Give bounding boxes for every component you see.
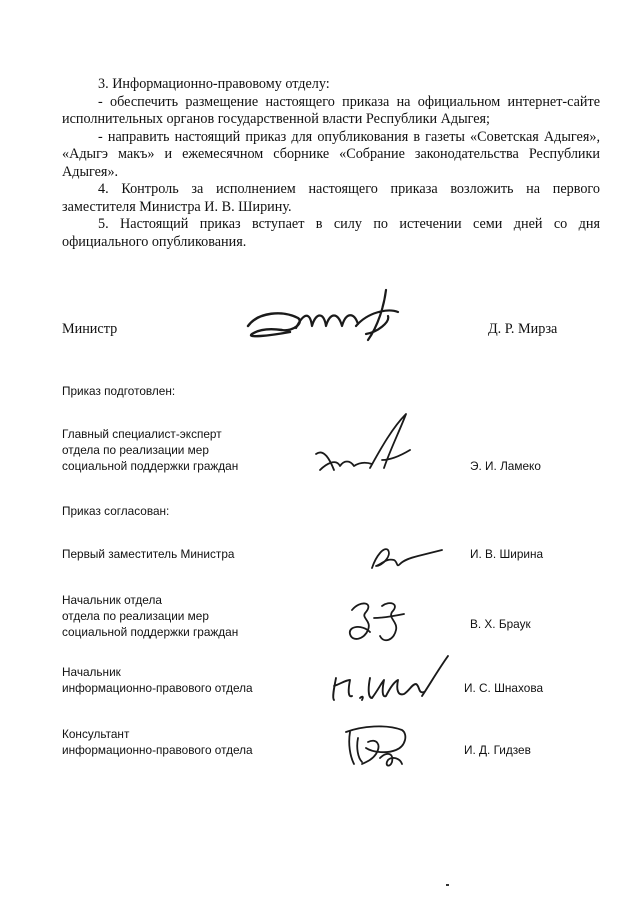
- scan-speck: [446, 884, 449, 886]
- minister-title: Министр: [62, 321, 118, 337]
- minister-signature: [238, 282, 408, 352]
- preparer-position-3: социальной поддержки граждан: [62, 459, 239, 473]
- approver-2-position-3: социальной поддержки граждан: [62, 625, 239, 639]
- approver-2-signature: [344, 596, 414, 652]
- paragraph-item-3: 3. Информационно-правовому отделу:: [98, 76, 330, 92]
- preparer-position-2: отдела по реализации мер: [62, 443, 209, 457]
- minister-name: Д. Р. Мирза: [488, 321, 558, 337]
- approver-4-position-2: информационно-правового отдела: [62, 743, 253, 757]
- approver-2-position-2: отдела по реализации мер: [62, 609, 209, 623]
- paragraph-item-4: 4. Контроль за исполнением настоящего приказа возложить на первого заместителя Министра И. В. Ширину.: [62, 181, 600, 215]
- prepared-heading: Приказ подготовлен:: [62, 384, 176, 398]
- approver-4-signature: [336, 718, 416, 774]
- approver-1-position: Первый заместитель Министра: [62, 547, 235, 561]
- approver-4-name: И. Д. Гидзев: [464, 743, 531, 757]
- paragraph-item-5: 5. Настоящий приказ вступает в силу по истечении семи дней со дня официального опубликования.: [62, 216, 600, 250]
- approver-1-signature: [366, 538, 446, 578]
- approver-3-name: И. С. Шнахова: [464, 681, 544, 695]
- preparer-position-1: Главный специалист-эксперт: [62, 427, 222, 441]
- approver-3-position-1: Начальник: [62, 665, 121, 679]
- approved-heading: Приказ согласован:: [62, 504, 170, 518]
- preparer-name: Э. И. Ламеко: [470, 459, 541, 473]
- approver-3-signature: [326, 650, 456, 710]
- paragraph-item-3b: - направить настоящий приказ для опубликования в газеты «Советская Адыгея», «Адыгэ макъ» и ежемесячном сборнике «Собрание законодательства Республики Адыгея».: [62, 128, 600, 180]
- order-body: [62, 76, 600, 251]
- approver-4-position-1: Консультант: [62, 727, 130, 741]
- approver-2-name: В. Х. Браук: [470, 617, 531, 631]
- preparer-signature: [310, 410, 420, 480]
- approver-2-position-1: Начальник отдела: [62, 593, 162, 607]
- paragraph-item-3a: - обеспечить размещение настоящего приказа на официальном интернет-сайте исполнительных органов государственной власти Республики Адыгея;: [62, 93, 600, 127]
- approver-3-position-2: информационно-правового отдела: [62, 681, 253, 695]
- approver-1-name: И. В. Ширина: [470, 547, 544, 561]
